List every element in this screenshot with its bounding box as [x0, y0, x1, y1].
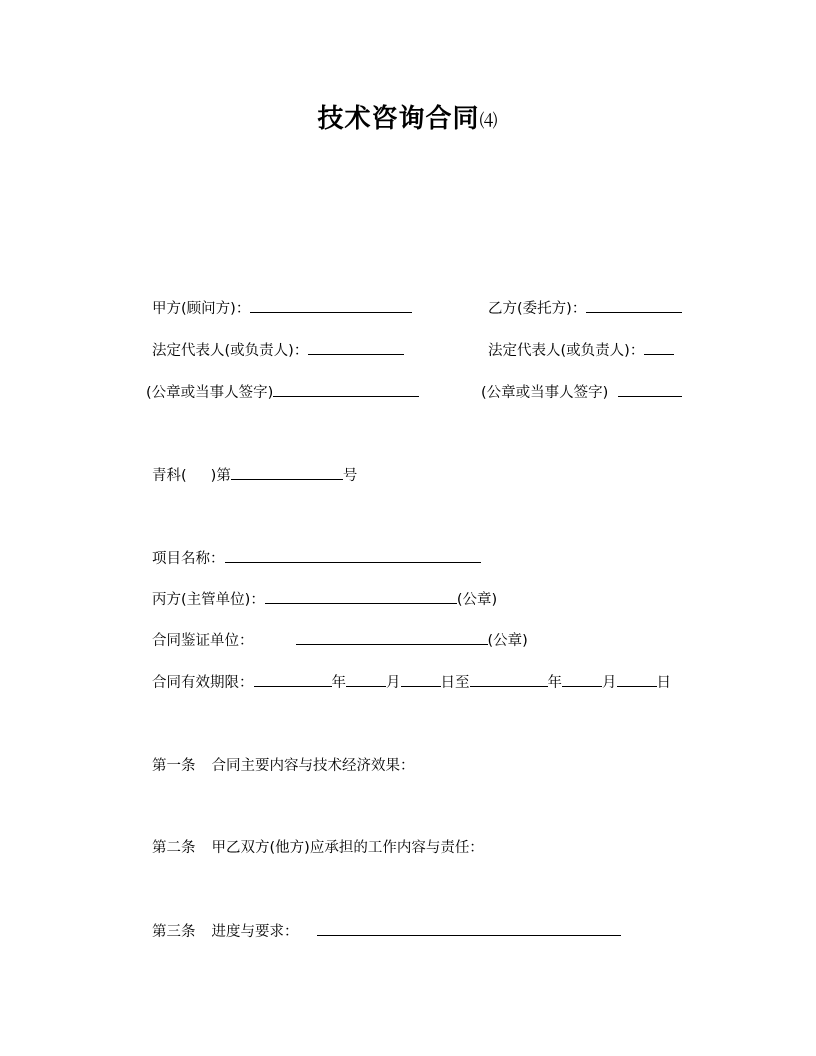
legal-rep-b-label: 法定代表人(或负责人)： [488, 343, 645, 359]
end-year-unit: 年 [547, 675, 562, 691]
party-b-row [488, 298, 682, 319]
title-suffix: ⑷ [479, 111, 499, 132]
article-2-text: 甲乙双方(他方)应承担的工作内容与责任： [211, 840, 484, 856]
seal-b-label: (公章或当事人签字) [481, 385, 609, 401]
seal-a-label: (公章或当事人签字) [146, 385, 274, 401]
verification-seal: (公章) [487, 633, 528, 649]
article-3 [152, 921, 621, 942]
project-name-label: 项目名称： [152, 551, 225, 567]
contract-number-middle: )第 [210, 468, 231, 484]
seal-a-field[interactable] [273, 382, 419, 397]
end-day-unit: 日 [656, 675, 671, 691]
seal-b-field[interactable] [618, 382, 682, 397]
seal-b-row [481, 382, 682, 403]
party-b-label: 乙方(委托方)： [488, 301, 587, 317]
verification-field[interactable] [296, 630, 488, 645]
contract-number-field[interactable] [231, 465, 343, 480]
article-1-text: 合同主要内容与技术经济效果： [211, 758, 415, 774]
end-month-unit: 月 [602, 675, 617, 691]
end-month-field[interactable] [562, 672, 602, 687]
start-year-unit: 年 [331, 675, 346, 691]
article-1 [152, 756, 415, 776]
contract-number-prefix: 青科( [152, 468, 187, 484]
start-day-unit: 日至 [440, 675, 470, 691]
party-a-field[interactable] [250, 298, 412, 313]
party-c-seal: (公章) [456, 592, 498, 608]
verification-label: 合同鉴证单位： [152, 633, 254, 649]
legal-rep-a-row [152, 340, 404, 361]
contract-number-suffix: 号 [342, 468, 358, 484]
party-b-field[interactable] [586, 298, 682, 313]
project-name-field[interactable] [225, 548, 481, 563]
article-1-number: 第一条 [152, 758, 196, 774]
legal-rep-b-row [488, 340, 674, 361]
party-a-row [152, 298, 412, 319]
legal-rep-a-field[interactable] [308, 340, 404, 355]
article-2 [152, 838, 484, 858]
validity-row [152, 672, 671, 693]
contract-number-row [152, 465, 357, 486]
article-3-field[interactable] [317, 921, 621, 936]
start-month-field[interactable] [346, 672, 386, 687]
document-title [0, 98, 816, 135]
article-2-number: 第二条 [152, 840, 196, 856]
party-c-label: 丙方(主管单位)： [152, 592, 265, 608]
validity-label: 合同有效期限： [152, 675, 254, 691]
legal-rep-a-label: 法定代表人(或负责人)： [152, 343, 309, 359]
article-3-number: 第三条 [152, 924, 196, 940]
seal-a-row [146, 382, 419, 403]
party-c-field[interactable] [265, 589, 457, 604]
start-year-field[interactable] [254, 672, 332, 687]
party-c-row [152, 589, 497, 610]
end-year-field[interactable] [470, 672, 548, 687]
end-day-field[interactable] [617, 672, 657, 687]
legal-rep-b-field[interactable] [644, 340, 674, 355]
start-day-field[interactable] [401, 672, 441, 687]
verification-row [152, 630, 528, 651]
title-main: 技术咨询合同 [317, 104, 480, 134]
article-3-text: 进度与要求： [211, 924, 299, 940]
project-name-row [152, 548, 481, 569]
party-a-label: 甲方(顾问方)： [152, 301, 251, 317]
start-month-unit: 月 [386, 675, 401, 691]
